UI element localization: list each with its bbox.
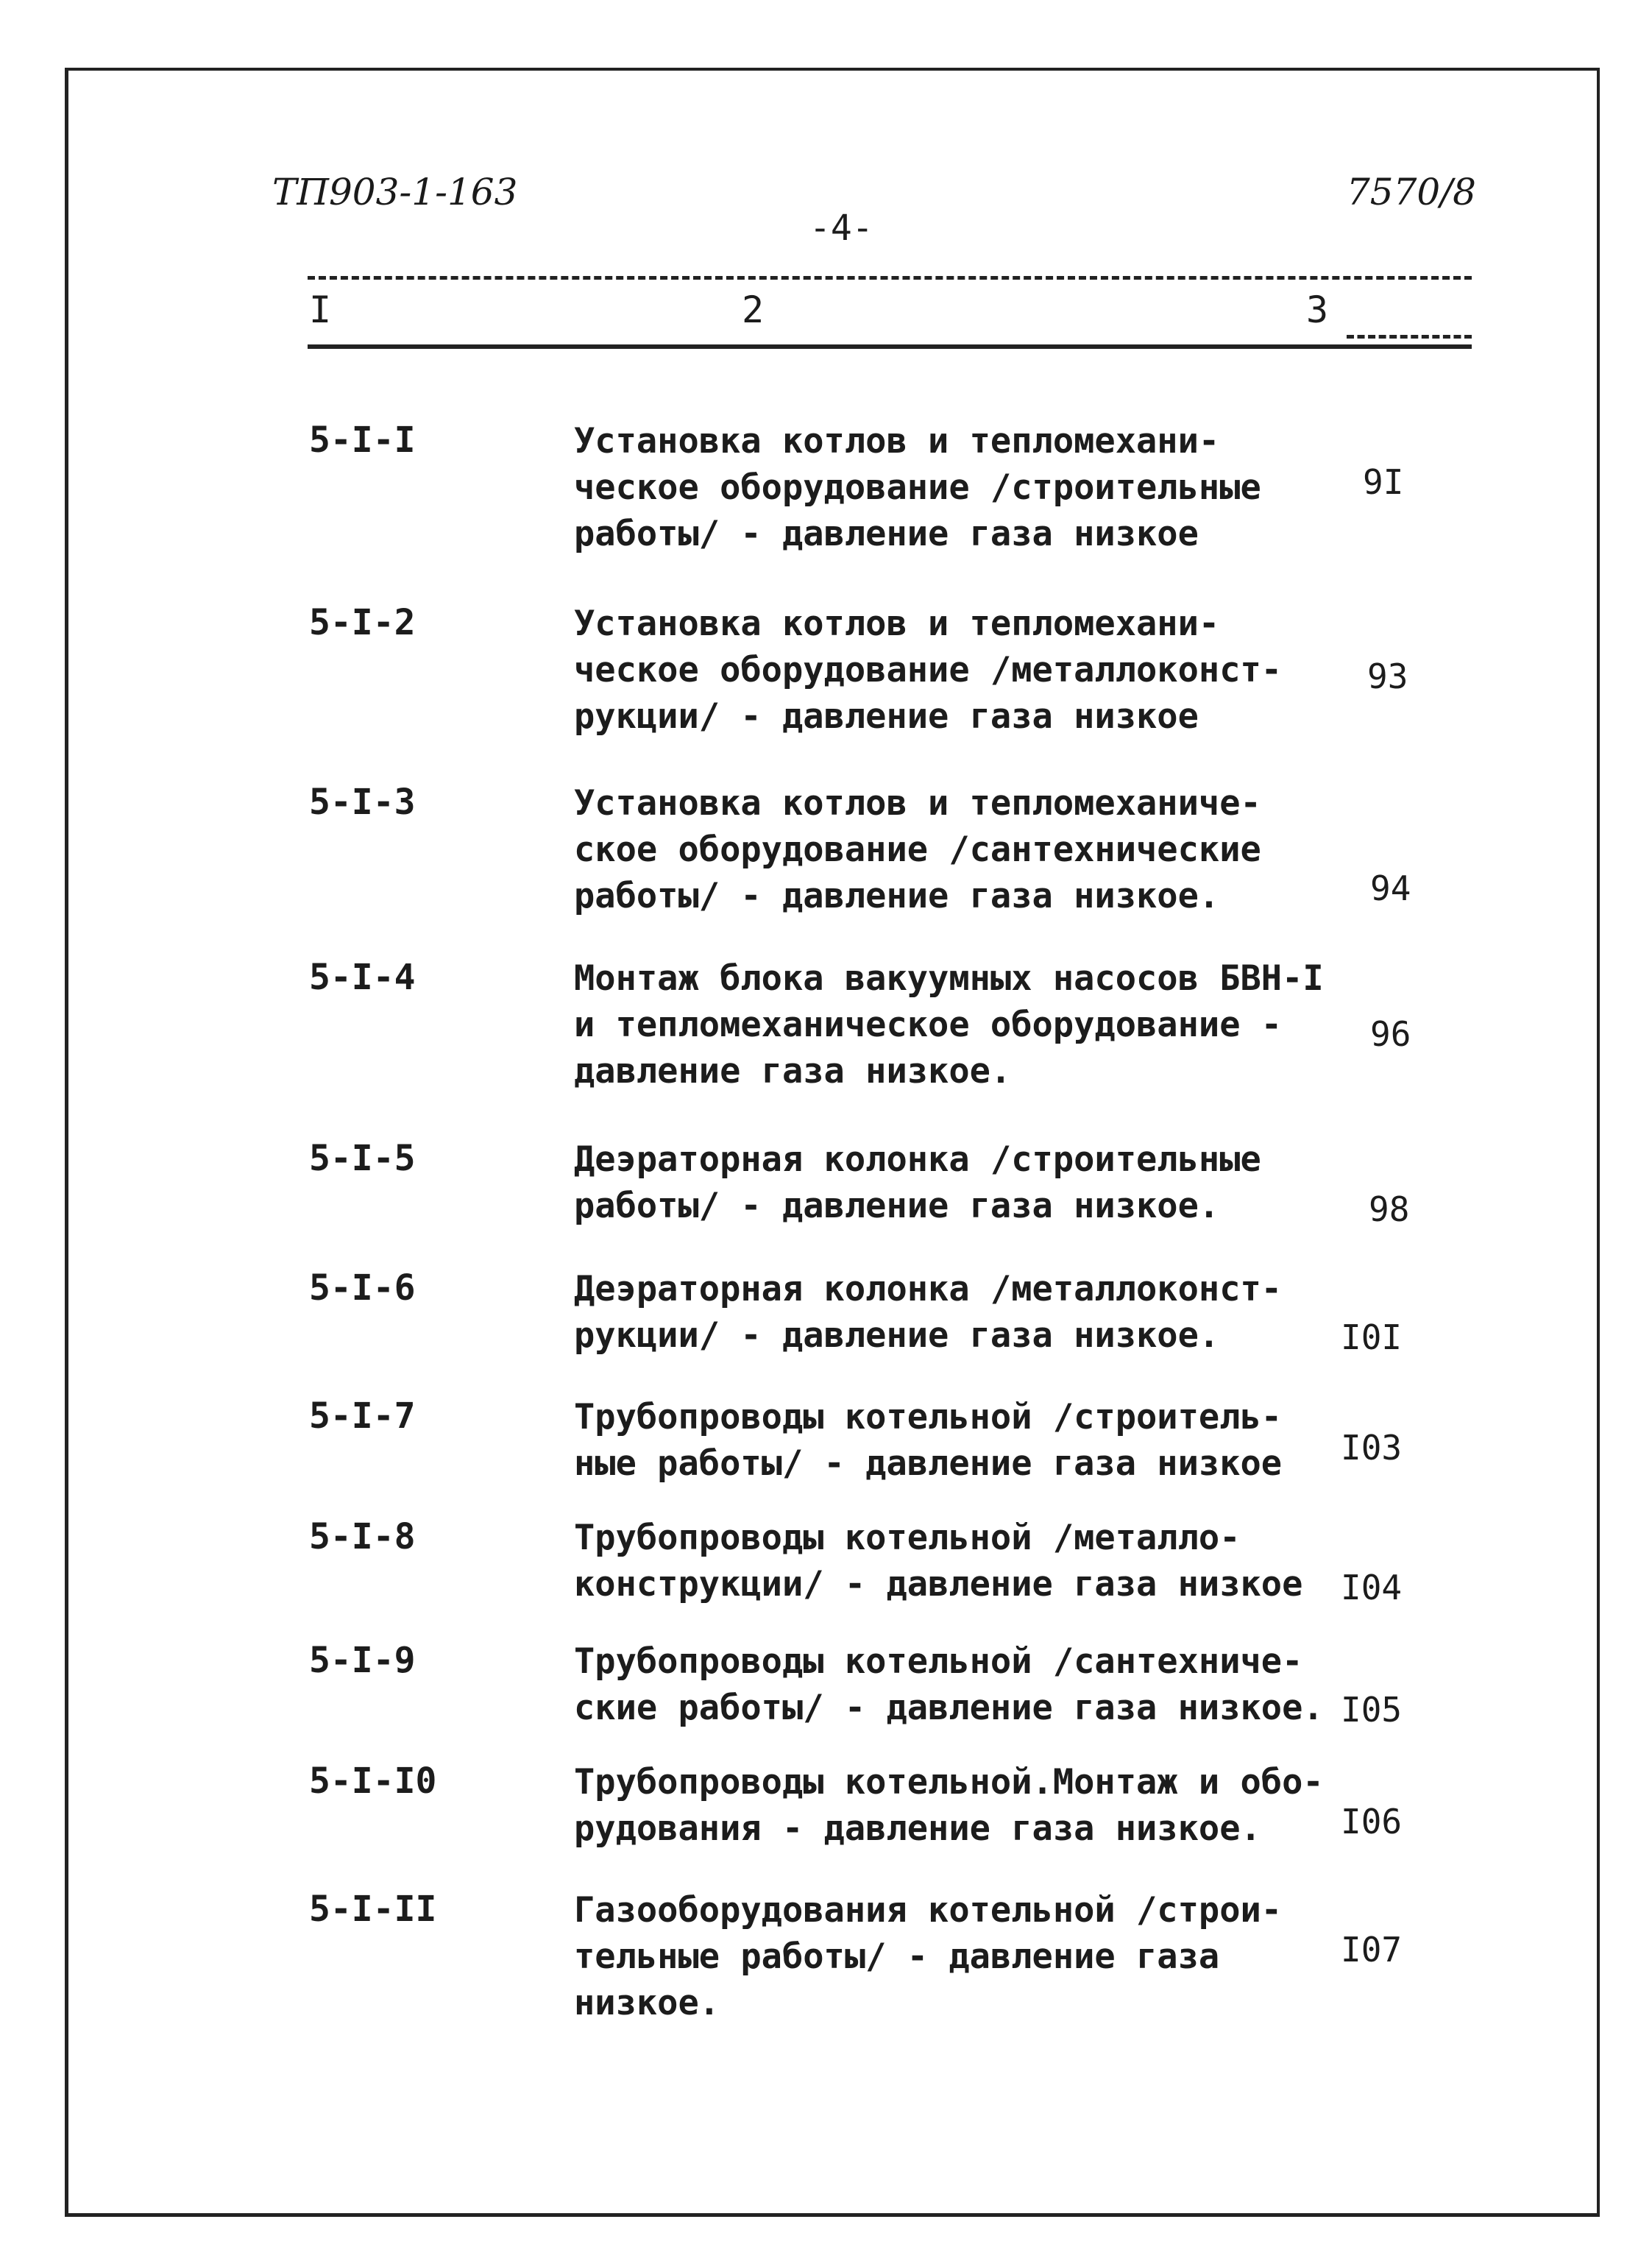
entry-page: I06 xyxy=(1341,1802,1403,1841)
entry-code: 5-I-7 xyxy=(309,1395,416,1437)
entry-page: 96 xyxy=(1370,1014,1411,1054)
entry-description-line: ческое оборудование /металлоконст- xyxy=(574,650,1283,690)
entry-description-line: ческое оборудование /строительные xyxy=(574,467,1261,508)
entry-description-line: Газооборудования котельной /строи- xyxy=(574,1890,1283,1931)
entry-description-line: Установка котлов и тепломеханиче- xyxy=(574,783,1261,824)
entry-description xyxy=(574,955,1332,1094)
entry-page: 93 xyxy=(1367,657,1408,696)
entry-code: 5-I-9 xyxy=(309,1640,416,1681)
entry-description-line: рудования - давление газа низкое. xyxy=(574,1808,1261,1849)
entry-page: I07 xyxy=(1341,1930,1403,1970)
entry-description-line: Трубопроводы котельной.Монтаж и обо- xyxy=(574,1762,1324,1802)
entry-description-line: работы/ - давление газа низкое. xyxy=(574,876,1220,916)
entry-description-line: ские работы/ - давление газа низкое. xyxy=(574,1688,1324,1728)
entry-description xyxy=(574,780,1332,919)
entry-page: 9I xyxy=(1363,462,1404,502)
entry-description-line: Трубопроводы котельной /сантехниче- xyxy=(574,1641,1303,1682)
entry-description xyxy=(574,1136,1332,1229)
entry-code: 5-I-5 xyxy=(309,1138,416,1179)
entry-code: 5-I-3 xyxy=(309,782,416,823)
entry-description-line: Деэраторная колонка /металлоконст- xyxy=(574,1269,1283,1309)
entry-description-line: давление газа низкое. xyxy=(574,1051,1012,1091)
entry-description-line: Деэраторная колонка /строительные xyxy=(574,1139,1261,1180)
entry-description-line: ные работы/ - давление газа низкое xyxy=(574,1443,1283,1484)
entry-description-line: рукции/ - давление газа низкое xyxy=(574,696,1199,737)
column-header-2: 2 xyxy=(742,289,765,331)
entry-description xyxy=(574,601,1332,740)
entry-page: I03 xyxy=(1341,1428,1403,1468)
entry-page: I0I xyxy=(1341,1317,1403,1357)
entry-description-line: Трубопроводы котельной /строитель- xyxy=(574,1397,1283,1437)
column-header-3: 3 xyxy=(1306,289,1329,331)
entry-description-line: низкое. xyxy=(574,1983,720,2023)
entry-code: 5-I-I0 xyxy=(309,1761,437,1802)
entry-description xyxy=(574,1887,1332,2026)
sheet-code: 7570/8 xyxy=(1347,171,1476,213)
entry-description-line: Трубопроводы котельной /металло- xyxy=(574,1518,1241,1558)
entry-description-line: Установка котлов и тепломехани- xyxy=(574,604,1220,644)
entry-page: 98 xyxy=(1369,1189,1410,1229)
entry-code: 5-I-I xyxy=(309,420,416,461)
entry-description-line: Установка котлов и тепломехани- xyxy=(574,421,1220,461)
entry-page: 94 xyxy=(1370,868,1411,908)
column-header-1: I xyxy=(309,289,332,331)
entry-description-line: конструкции/ - давление газа низкое xyxy=(574,1564,1303,1604)
entry-code: 5-I-2 xyxy=(309,602,416,643)
entry-code: 5-I-II xyxy=(309,1889,437,1930)
entry-description xyxy=(574,1515,1332,1607)
entry-description-line: тельные работы/ - давление газа xyxy=(574,1936,1220,1977)
page-number: -4- xyxy=(809,208,873,249)
entry-code: 5-I-6 xyxy=(309,1267,416,1309)
entry-page: I04 xyxy=(1341,1568,1403,1607)
entry-description xyxy=(574,1759,1332,1852)
entry-description-line: и тепломеханическое оборудование - xyxy=(574,1005,1283,1045)
entry-description-line: работы/ - давление газа низкое. xyxy=(574,1186,1220,1226)
entry-description xyxy=(574,418,1332,557)
entry-description xyxy=(574,1266,1332,1359)
entry-description-line: работы/ - давление газа низкое xyxy=(574,514,1199,554)
entry-code: 5-I-8 xyxy=(309,1516,416,1557)
entry-code: 5-I-4 xyxy=(309,957,416,998)
entry-description-line: рукции/ - давление газа низкое. xyxy=(574,1315,1220,1356)
entry-description-line: Монтаж блока вакуумных насосов БВН-I xyxy=(574,958,1324,999)
entry-description xyxy=(574,1394,1332,1487)
entry-description xyxy=(574,1638,1332,1731)
document-code: ТП903-1-163 xyxy=(272,171,518,213)
entry-page: I05 xyxy=(1341,1690,1403,1730)
entry-description-line: ское оборудование /сантехнические xyxy=(574,829,1261,870)
